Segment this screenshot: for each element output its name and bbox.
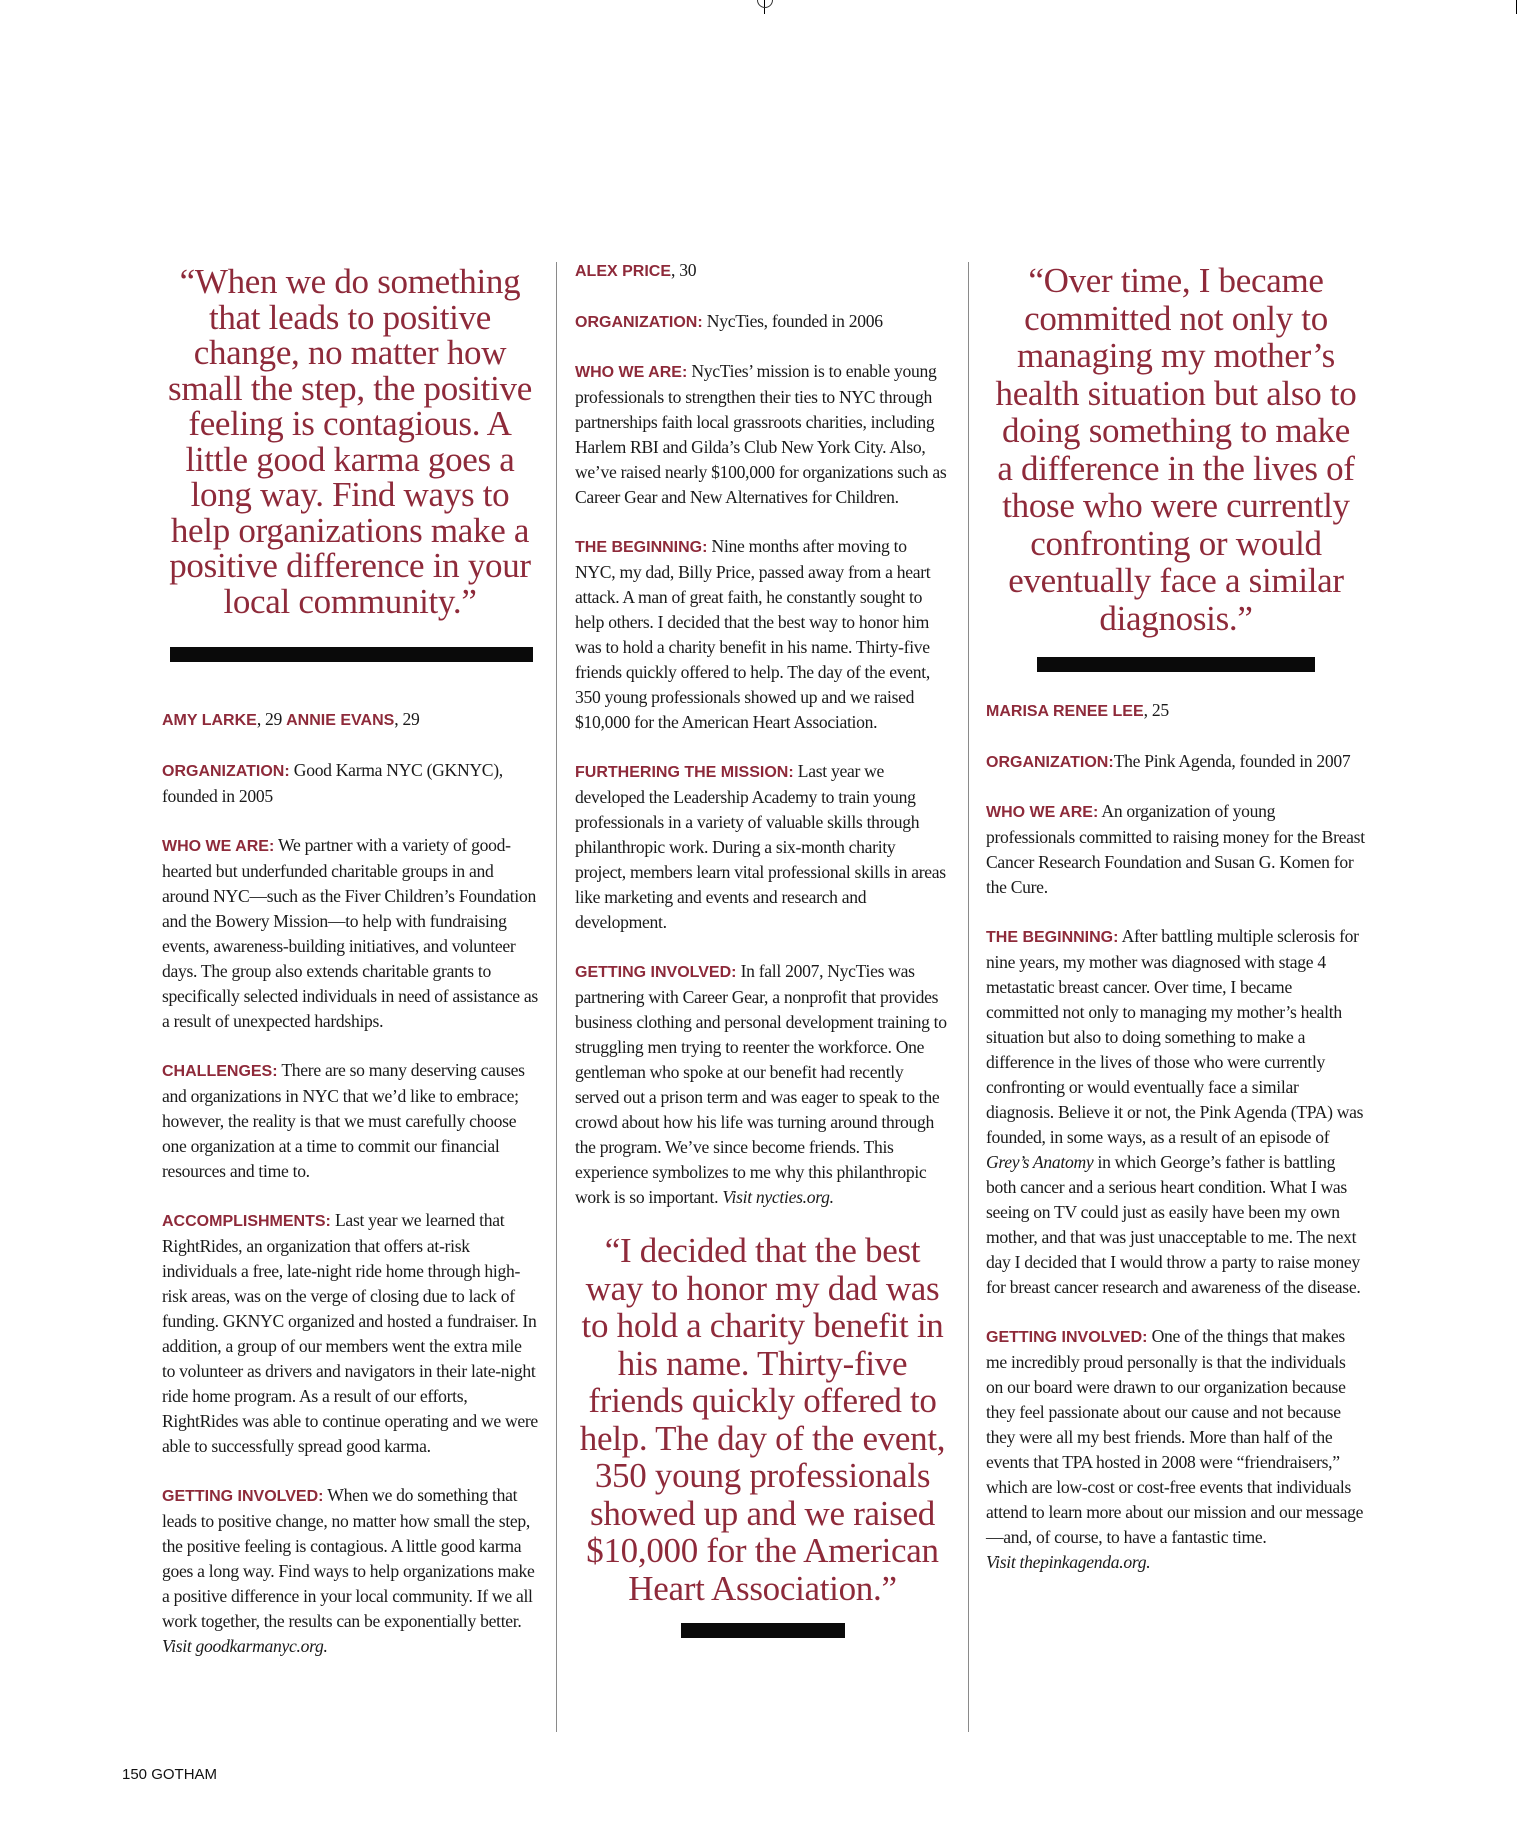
name-alex-price: ALEX PRICE bbox=[575, 263, 672, 280]
page-folio: 150 GOTHAM bbox=[122, 1766, 218, 1783]
who-we-are-section: WHO WE ARE: NycTies’ mission is to enable young professionals to strengthen their ties to NYC through partnerships faith local grassroots charities, including Harlem RBI and Gilda’s Club New York City. Also, we’ve raised nearly $100,000 for organizations such as Career Gear and New Alternatives for Children. bbox=[575, 361, 947, 507]
who-we-are-section: WHO WE ARE: An organization of young professionals committed to raising money for the Breast Cancer Research Foundation and Susan G. Komen for the Cure. bbox=[986, 801, 1365, 897]
column-divider-1 bbox=[556, 262, 557, 1732]
organization-section: ORGANIZATION: Good Karma NYC (GKNYC), founded in 2005 bbox=[162, 760, 503, 806]
profile-names: MARISA RENEE LEE, 25 bbox=[986, 700, 1169, 720]
column-1 bbox=[162, 262, 538, 1683]
crop-mark-top-right bbox=[1516, 0, 1517, 14]
getting-involved-section: GETTING INVOLVED: In fall 2007, NycTies was partnering with Career Gear, a nonprofit that provides business clothing and personal development training to struggling men trying to reenter the workforce. One gentleman who spoke at our benefit had recently served out a prison term and was eager to speak to the crowd about how his life was turning around through the program. We’ve since become friends. This experience symbolizes to me why this philanthropic work is so important. Visit nycties.org. bbox=[575, 961, 947, 1207]
challenges-section: CHALLENGES: There are so many deserving causes and organizations in NYC that we’d like to embrace; however, the reality is that we must carefully choose one organization at a time to commit our financial resources and time to. bbox=[162, 1060, 525, 1181]
visit-link[interactable]: Visit thepinkagenda.org. bbox=[986, 1552, 1151, 1572]
column-divider-2 bbox=[968, 262, 969, 1732]
organization-section: ORGANIZATION:The Pink Agenda, founded in 2007 bbox=[986, 751, 1351, 771]
pull-quote-bar-2 bbox=[681, 1623, 845, 1638]
furthering-mission-section: FURTHERING THE MISSION: Last year we developed the Leadership Academy to train young professionals in a variety of valuable skills through philanthropic work. During a six-month charity project, members learn vital professional skills in areas like marketing and events and research and development. bbox=[575, 761, 946, 932]
accomplishments-section: ACCOMPLISHMENTS: Last year we learned that RightRides, an organization that offers at-risk individuals a free, late-night ride home through high-risk areas, was on the verge of closing due to lack of funding. GKNYC organized and hosted a fundraiser. In addition, a group of our members went the extra mile to volunteer as drivers and navigators in their late-night ride home program. As a result of our efforts, RightRides was able to continue operating and we were able to successfully spread good karma. bbox=[162, 1210, 538, 1456]
who-we-are-section: WHO WE ARE: We partner with a variety of good-hearted but underfunded charitable groups in and around NYC—such as the Fiver Children’s Foundation and the Bowery Mission—to help with fundraising events, awareness-building initiatives, and volunteer days. The group also extends charitable grants to specifically selected individuals in need of assistance as a result of unexpected hardships. bbox=[162, 835, 538, 1031]
name-amy-larke: AMY LARKE bbox=[162, 712, 257, 729]
the-beginning-section: THE BEGINNING: Nine months after moving to NYC, my dad, Billy Price, passed away from a heart attack. A man of great faith, he constantly sought to help others. I decided that the best way to honor him was to hold a charity benefit in his name. Thirty-five friends quickly offered to help. The day of the event, 350 young professionals showed up and we raised $10,000 for the American Heart Association. bbox=[575, 536, 931, 732]
column-3 bbox=[986, 262, 1366, 1599]
name-marisa-renee-lee: MARISA RENEE LEE bbox=[986, 703, 1144, 720]
registration-mark bbox=[757, 0, 773, 8]
getting-involved-section: GETTING INVOLVED: When we do something that leads to positive change, no matter how small the step, the positive feeling is contagious. A little good karma goes a long way. Find ways to help organizations make a positive difference in your local community. If we all work together, the results can be exponentially better. bbox=[162, 1485, 535, 1631]
pull-quote-3: “Over time, I became committed not only to managing my mother’s health situation but also to doing something to make a difference in the lives of those who were currently confronting or would eventually face a similar diagnosis.” bbox=[995, 261, 1357, 638]
profile-names: ALEX PRICE, 30 bbox=[575, 260, 697, 280]
pull-quote-bar-3 bbox=[1037, 657, 1315, 672]
column-2 bbox=[575, 262, 950, 1638]
pull-quote-bar-1 bbox=[170, 647, 533, 662]
getting-involved-section: GETTING INVOLVED: One of the things that makes me incredibly proud personally is that the individuals on our board were drawn to our organization because they feel passionate about our cause and not because they were all my best friends. More than half of the events that TPA hosted in 2008 were “friendraisers,” which are low-cost or cost-free events that individuals attend to learn more about our mission and our message—and, of course, to have a fantastic time. bbox=[986, 1326, 1364, 1547]
pull-quote-2: “I decided that the best way to honor my dad was to hold a charity benefit in his name. Thirty-five friends quickly offered to help. The day of the event, 350 young professionals showed up and we raised $10,000 for the American Heart Association.” bbox=[579, 1231, 946, 1608]
visit-link[interactable]: Visit nycties.org. bbox=[722, 1187, 834, 1207]
name-annie-evans: ANNIE EVANS bbox=[286, 712, 395, 729]
pull-quote-1: “When we do something that leads to positive change, no matter how small the step, the positive feeling is contagious. A little good karma goes a long way. Find ways to help organizations make a positive difference in your local community.” bbox=[168, 262, 532, 621]
profile-names: AMY LARKE, 29 ANNIE EVANS, 29 bbox=[162, 709, 420, 729]
show-title: Grey’s Anatomy bbox=[986, 1152, 1094, 1172]
visit-link[interactable]: Visit goodkarmanyc.org. bbox=[162, 1636, 328, 1656]
the-beginning-section: THE BEGINNING: After battling multiple sclerosis for nine years, my mother was diagnosed with stage 4 metastatic breast cancer. Over time, I became committed not only to managing my mother’s health situation but also to doing something to make a difference in the lives of those who were currently confronting or would eventually face a similar diagnosis. Believe it or not, the Pink Agenda (TPA) was founded, in some ways, as a result of an episode of Grey’s Anatomy in which George’s father is battling both cancer and a serious heart condition. What I was seeing on TV could just as easily have been my own mother, and that was just unacceptable to me. The next day I decided that I would throw a party to raise money for breast cancer research and awareness of the disease. bbox=[986, 926, 1364, 1297]
organization-section: ORGANIZATION: NycTies, founded in 2006 bbox=[575, 311, 883, 331]
